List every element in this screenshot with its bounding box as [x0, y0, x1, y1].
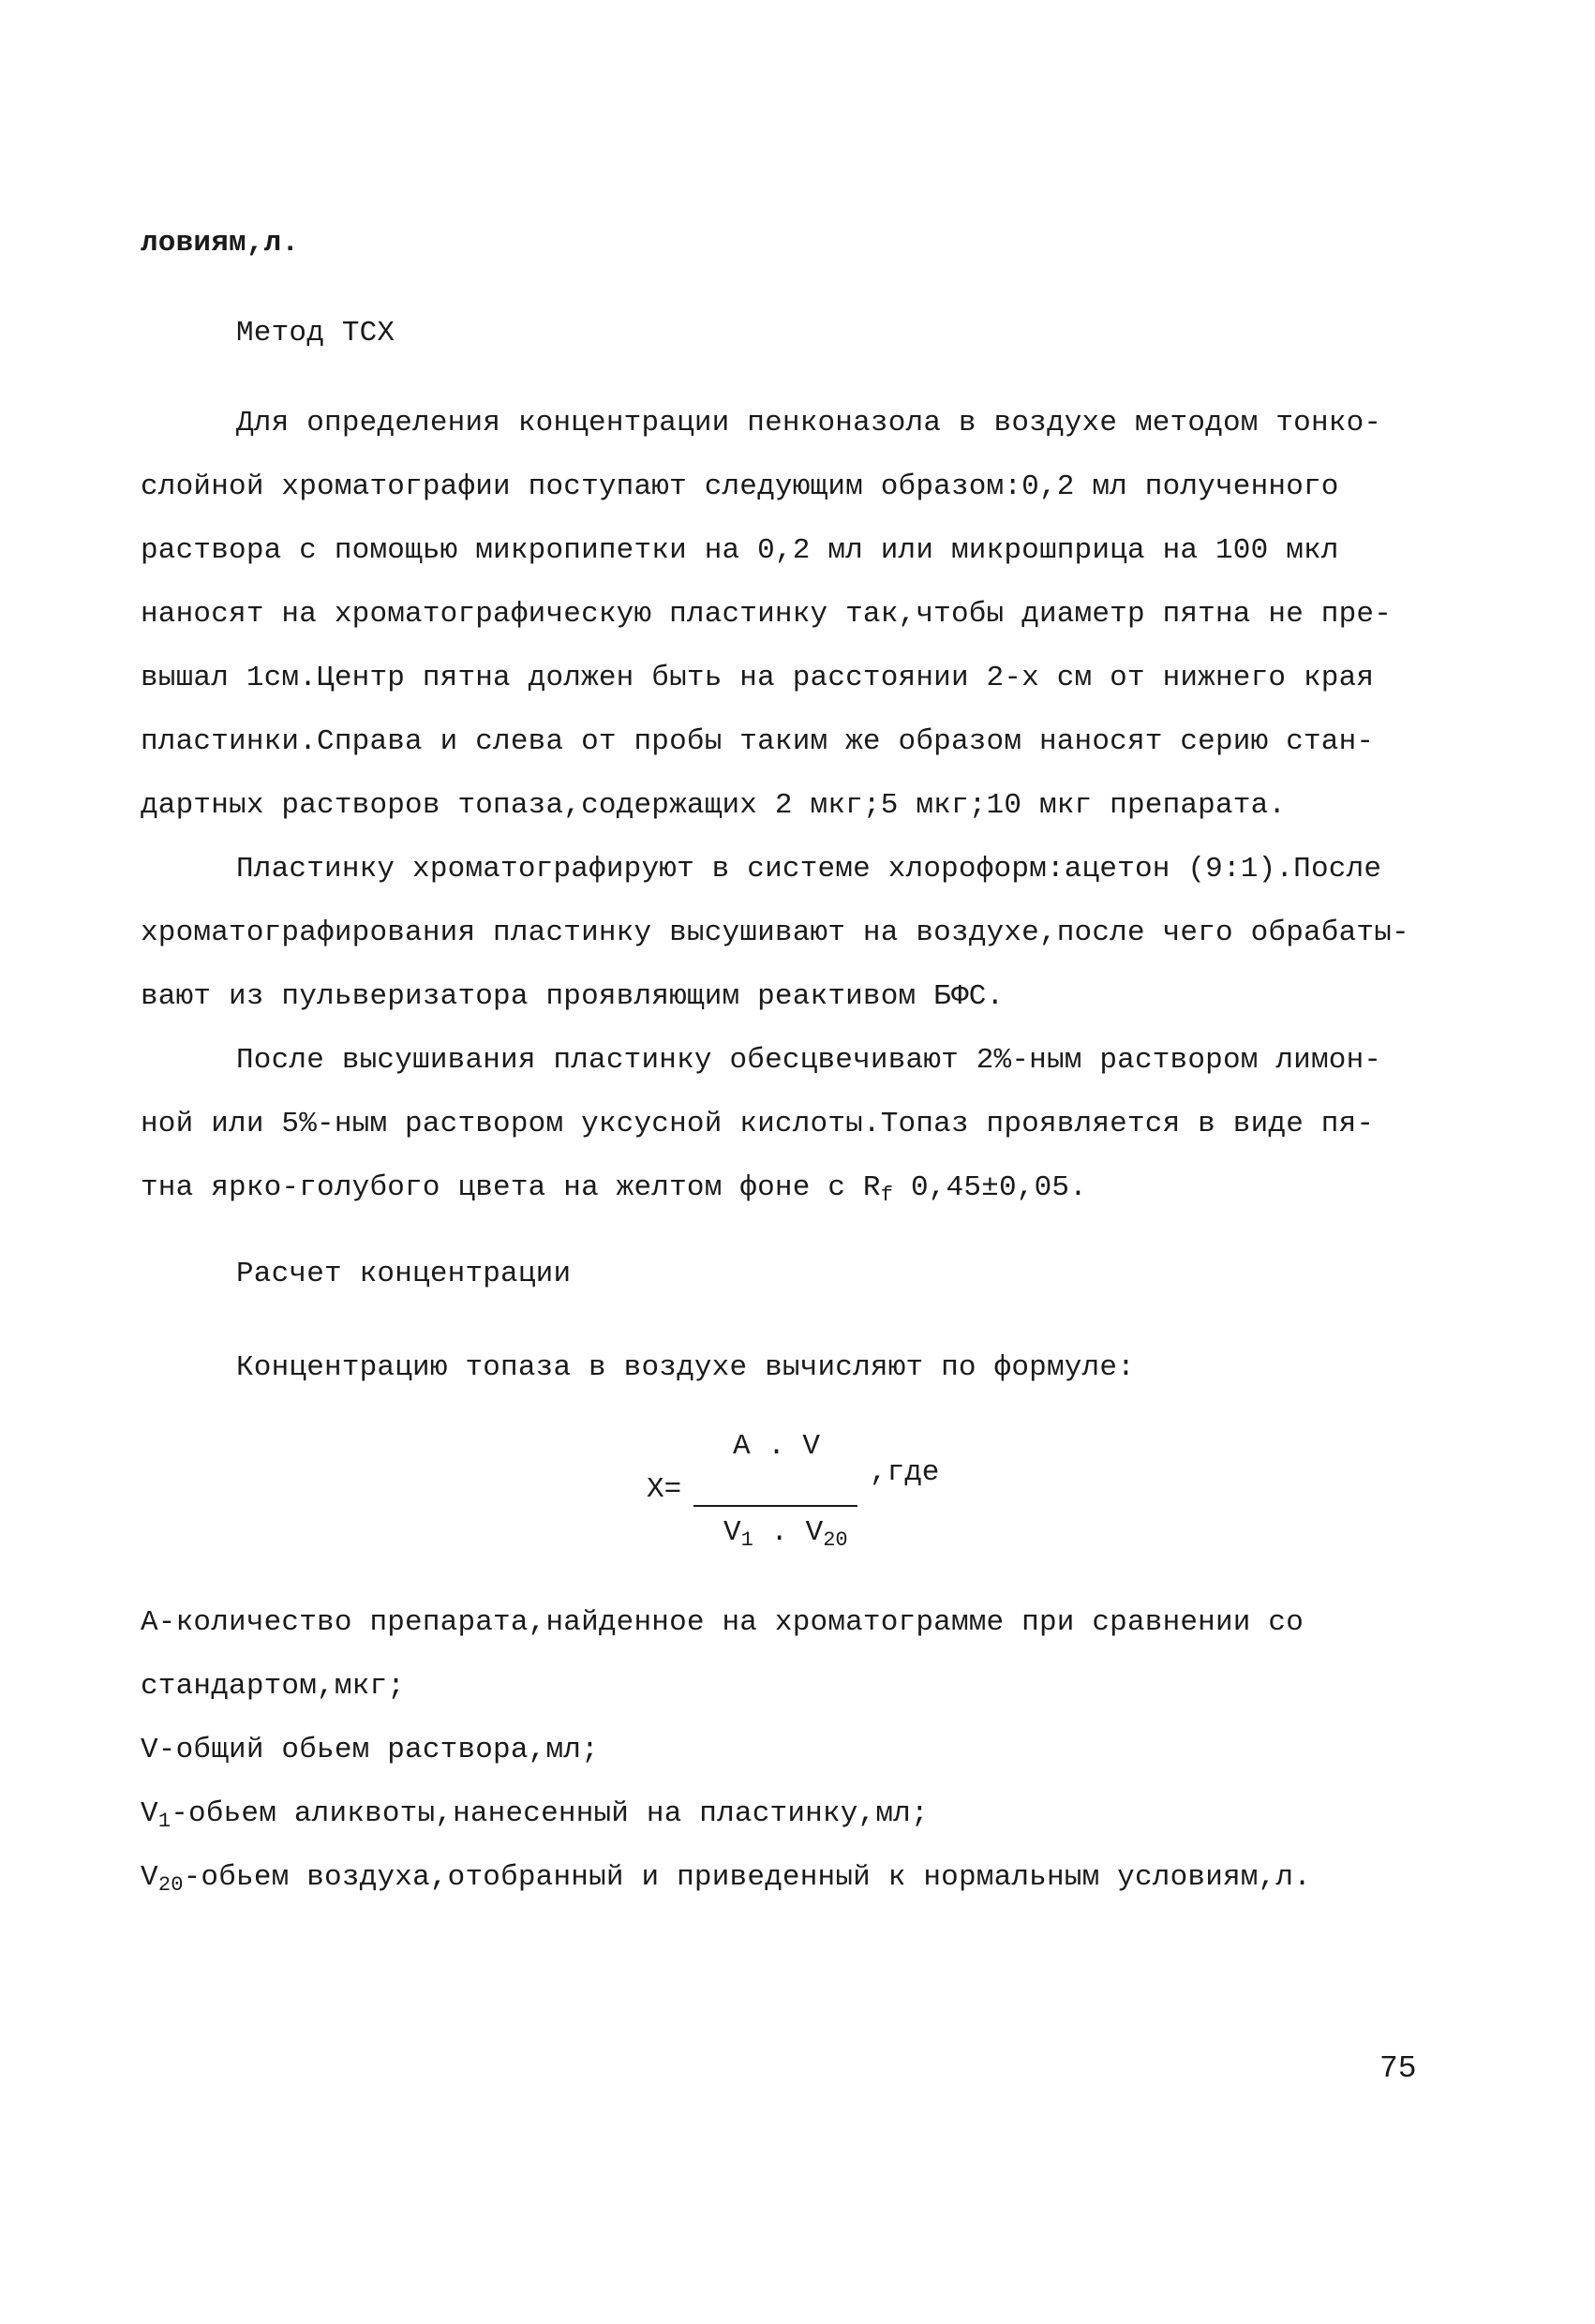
denominator-v20-sub: 20	[823, 1528, 848, 1552]
paragraph-1-line-3: раствора с помощью микропипетки на 0,2 мл или микрошприца на 100 мкл	[141, 534, 1339, 567]
formula-suffix: ,где	[870, 1456, 940, 1489]
v20-symbol: V	[141, 1861, 158, 1894]
formula-numerator: A . V	[733, 1430, 821, 1463]
paragraph-2-line-1: Пластинку хроматографируют в системе хлороформ:ацетон (9:1).После	[236, 853, 1382, 886]
paragraph-2-line-3: вают из пульверизатора проявляющим реактивом БФС.	[141, 980, 1005, 1013]
page-number: 75	[1379, 2051, 1417, 2086]
denominator-v20: V	[805, 1516, 824, 1549]
rf-subscript: f	[880, 1184, 894, 1207]
definition-v20	[141, 1859, 1311, 1904]
paragraph-3-line-2: ной или 5%-ным раствором уксусной кислоты.Топаз проявляется в виде пя-	[141, 1108, 1375, 1140]
formula-lhs: X=	[647, 1473, 682, 1506]
formula-denominator	[723, 1514, 848, 1559]
paragraph-1-line-1: Для определения концентрации пенконазола в воздухе методом тонко-	[236, 407, 1382, 439]
paragraph-1-line-7: дартных растворов топаза,содержащих 2 мкг;5 мкг;10 мкг препарата.	[141, 789, 1287, 822]
paragraph-3-line-1: После высушивания пластинку обесцвечивают 2%-ным раствором лимон-	[236, 1044, 1382, 1077]
v1-symbol: V	[141, 1797, 158, 1830]
formula-intro: Концентрацию топаза в воздухе вычисляют по формуле:	[236, 1351, 1135, 1384]
v1-text: -обьем аликвоты,нанесенный на пластинку,мл;	[171, 1797, 929, 1830]
paragraph-3-line-3	[141, 1169, 1087, 1214]
paragraph-1-line-6: пластинки.Справа и слева от пробы таким же образом наносят серию стан-	[141, 725, 1375, 758]
method-heading: Метод ТСХ	[236, 317, 395, 350]
paragraph-2-line-2: хроматографирования пластинку высушивают на воздухе,после чего обрабаты-	[141, 916, 1409, 949]
definition-a-line-1: А-количество препарата,найденное на хроматограмме при сравнении со	[141, 1606, 1304, 1639]
denominator-v1-sub: 1	[740, 1528, 753, 1552]
denominator-dot: .	[753, 1516, 806, 1549]
definition-a-line-2: стандартом,мкг;	[141, 1670, 406, 1703]
fraction-bar	[693, 1505, 857, 1507]
rf-value: 0,45±0,05.	[893, 1171, 1087, 1204]
v1-subscript: 1	[157, 1810, 171, 1833]
paragraph-1-line-5: вышал 1см.Центр пятна должен быть на расстоянии 2-х см от нижнего края	[141, 662, 1375, 694]
paragraph-1-line-2: слойной хроматографии поступают следующим образом:0,2 мл полученного	[141, 470, 1339, 503]
carryover-line: ловиям,л.	[141, 227, 300, 260]
denominator-v1: V	[723, 1516, 741, 1549]
calc-heading: Расчет концентрации	[236, 1258, 572, 1290]
v20-text: -обьем воздуха,отобранный и приведенный к нормальным условиям,л.	[183, 1861, 1312, 1894]
paragraph-3-line-3-text: тна ярко-голубого цвета на желтом фоне с R	[141, 1171, 881, 1204]
definition-v: V-общий обьем раствора,мл;	[141, 1734, 599, 1766]
v20-subscript: 20	[157, 1873, 184, 1897]
paragraph-1-line-4: наносят на хроматографическую пластинку так,чтобы диаметр пятна не пре-	[141, 598, 1393, 631]
definition-v1	[141, 1795, 929, 1840]
